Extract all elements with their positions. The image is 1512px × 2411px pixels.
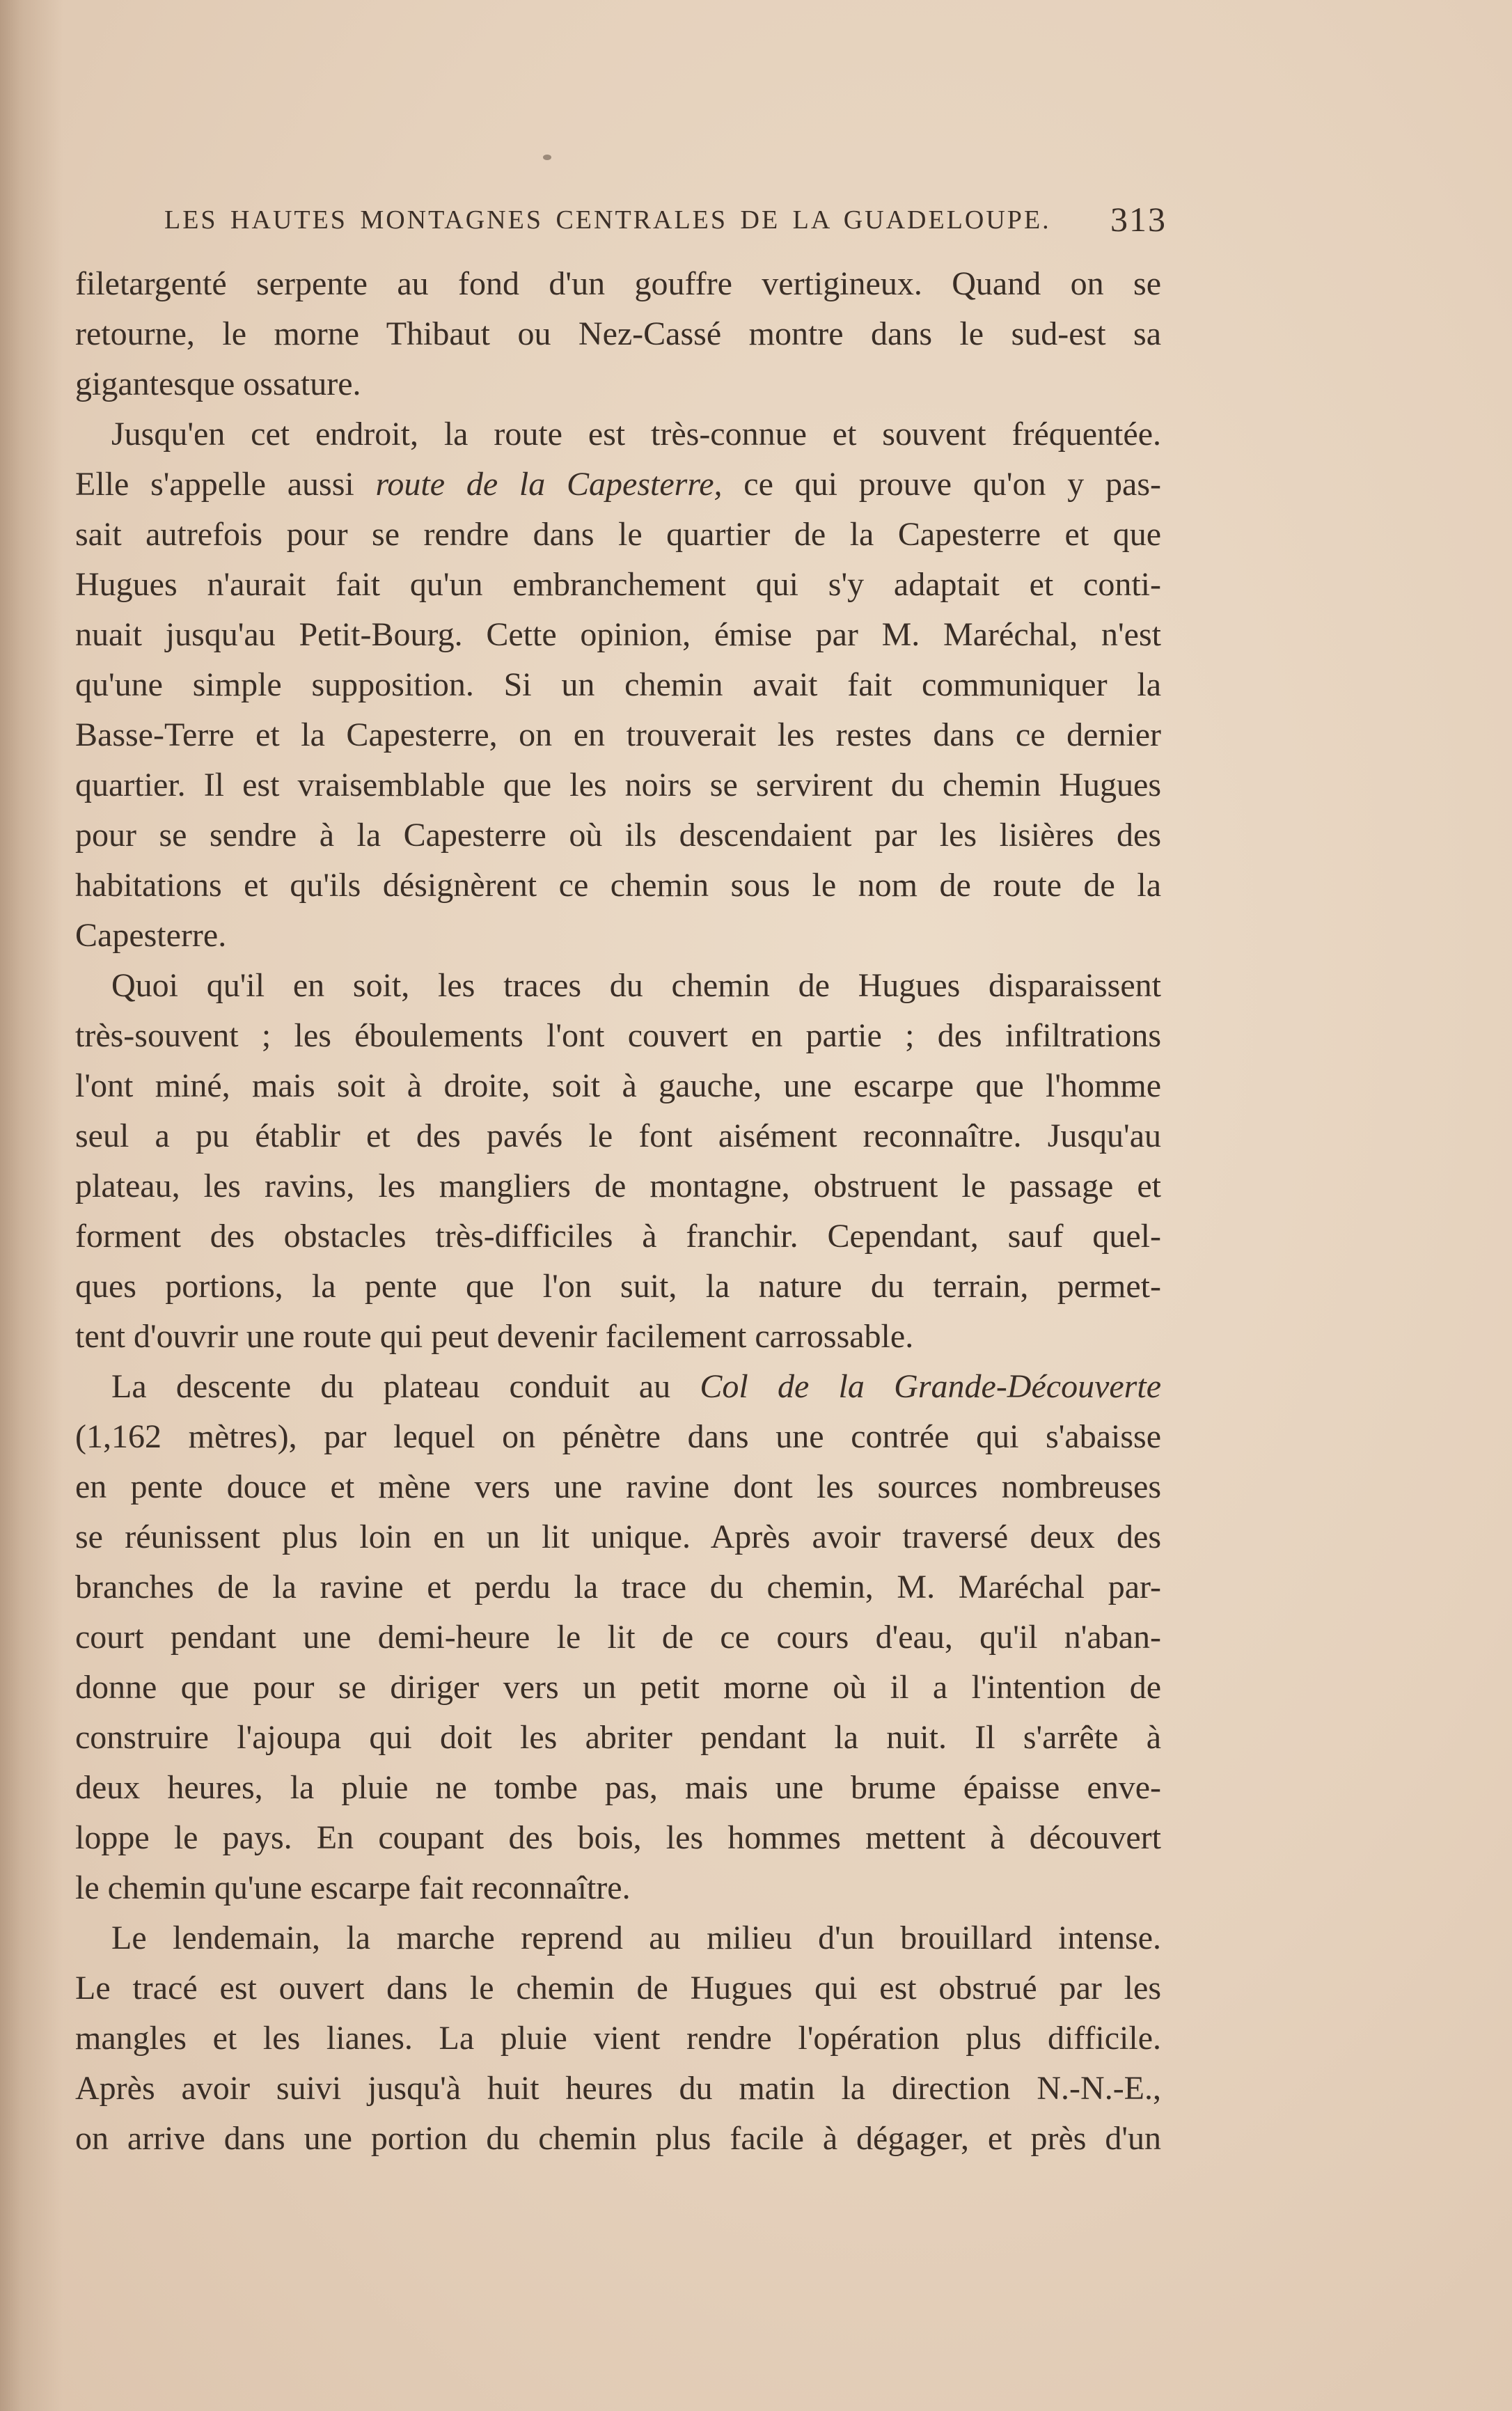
paper-speck	[543, 155, 551, 160]
text-line: habitations et qu'ils désignèrent ce chemin sous le nom de route de la	[75, 867, 1161, 904]
text-line: La descente du plateau conduit au Col de la Grande-Découverte	[111, 1368, 1161, 1405]
running-head: LES HAUTES MONTAGNES CENTRALES DE LA GUADELOUPE.	[164, 205, 1051, 235]
text-line: tent d'ouvrir une route qui peut devenir facilement carrossable.	[75, 1318, 914, 1355]
text-line: Elle s'appelle aussi route de la Capesterre, ce qui prouve qu'on y pas-	[75, 466, 1161, 503]
text-line: quartier. Il est vraisemblable que les noirs se servirent du chemin Hugues	[75, 767, 1161, 803]
text-line: on arrive dans une portion du chemin plus facile à dégager, et près d'un	[75, 2120, 1161, 2157]
text-line: branches de la ravine et perdu la trace du chemin, M. Maréchal par-	[75, 1569, 1161, 1605]
text-line: loppe le pays. En coupant des bois, les hommes mettent à découvert	[75, 1819, 1161, 1856]
text-line: (1,162 mètres), par lequel on pénètre dans une contrée qui s'abaisse	[75, 1418, 1161, 1455]
binding-shadow	[0, 0, 63, 2411]
text-line: sait autrefois pour se rendre dans le quartier de la Capesterre et que	[75, 516, 1161, 553]
text-line: en pente douce et mène vers une ravine dont les sources nombreuses	[75, 1468, 1161, 1505]
text-line: se réunissent plus loin en un lit unique. Après avoir traversé deux des	[75, 1518, 1161, 1555]
text-line: construire l'ajoupa qui doit les abriter pendant la nuit. Il s'arrête à	[75, 1719, 1161, 1756]
text-line: Basse-Terre et la Capesterre, on en trouverait les restes dans ce dernier	[75, 716, 1161, 753]
text-line: Jusqu'en cet endroit, la route est très-connue et souvent fréquentée.	[111, 416, 1161, 453]
text-line: qu'une simple supposition. Si un chemin avait fait communiquer la	[75, 666, 1161, 703]
text-line: Hugues n'aurait fait qu'un embranchement qui s'y adaptait et conti-	[75, 566, 1161, 603]
text-line: seul a pu établir et des pavés le font aisément reconnaître. Jusqu'au	[75, 1117, 1161, 1154]
text-line: le chemin qu'une escarpe fait reconnaître.	[75, 1869, 631, 1906]
text-line: ques portions, la pente que l'on suit, la nature du terrain, permet-	[75, 1268, 1161, 1305]
text-line: court pendant une demi-heure le lit de ce cours d'eau, qu'il n'aban-	[75, 1619, 1161, 1656]
text-line: nuait jusqu'au Petit-Bourg. Cette opinion, émise par M. Maréchal, n'est	[75, 616, 1161, 653]
text-line: Le lendemain, la marche reprend au milieu d'un brouillard intense.	[111, 1919, 1161, 1956]
text-line: retourne, le morne Thibaut ou Nez-Cassé montre dans le sud-est sa	[75, 315, 1161, 352]
text-line: donne que pour se diriger vers un petit morne où il a l'intention de	[75, 1669, 1161, 1706]
text-line: l'ont miné, mais soit à droite, soit à gauche, une escarpe que l'homme	[75, 1067, 1161, 1104]
page-header	[164, 202, 1167, 244]
text-line: deux heures, la pluie ne tombe pas, mais une brume épaisse enve-	[75, 1769, 1161, 1806]
text-line: filetargenté serpente au fond d'un gouffre vertigineux. Quand on se	[75, 265, 1161, 302]
text-line: pour se sendre à la Capesterre où ils descendaient par les lisières des	[75, 817, 1161, 854]
text-line: Capesterre.	[75, 917, 227, 954]
text-line: plateau, les ravins, les mangliers de montagne, obstruent le passage et	[75, 1168, 1161, 1204]
body-text	[75, 259, 1161, 2164]
text-line: mangles et les lianes. La pluie vient rendre l'opération plus difficile.	[75, 2020, 1161, 2057]
text-line: forment des obstacles très-difficiles à franchir. Cependant, sauf quel-	[75, 1218, 1161, 1255]
page-number: 313	[1110, 200, 1167, 239]
text-line: gigantesque ossature.	[75, 366, 361, 402]
text-line: très-souvent ; les éboulements l'ont couvert en partie ; des infiltrations	[75, 1017, 1161, 1054]
text-line: Le tracé est ouvert dans le chemin de Hugues qui est obstrué par les	[75, 1970, 1161, 2006]
text-line: Après avoir suivi jusqu'à huit heures du matin la direction N.-N.-E.,	[75, 2070, 1161, 2107]
text-line: Quoi qu'il en soit, les traces du chemin de Hugues disparaissent	[111, 967, 1161, 1004]
